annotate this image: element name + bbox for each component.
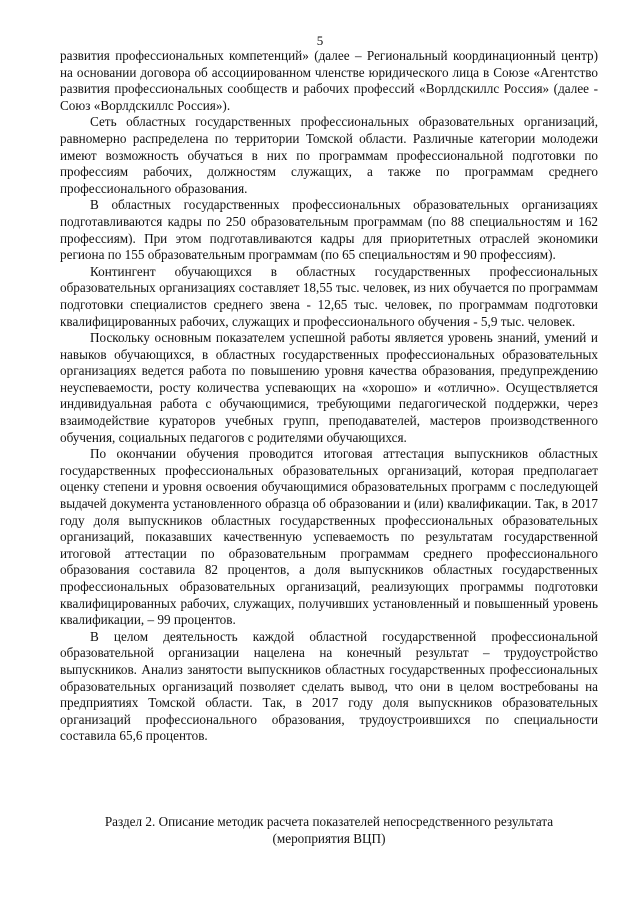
paragraph-contingent: Контингент обучающихся в областных государственных профессиональных образовательных организациях составляет 18,55 тыс. человек, из них обучается по программам подготовки специалистов среднего звена - 12,65 тыс. человек, по программам подготовки квалифицированных рабочих, служащих и профессионального обучения - 5,9 тыс. человек. xyxy=(60,263,598,329)
document-body xyxy=(60,48,598,745)
paragraph-attestation: По окончании обучения проводится итоговая аттестация выпускников областных государственных профессиональных образовательных организаций, которая предполагает оценку степени и уровня освоения обучающимися образовательных программ с последующей выдачей документа установленного образца об образовании и (или) квалификации. Так, в 2017 году доля выпускников областных государственных профессиональных образовательных организаций, показавших качественную успеваемость по результатам государственной итоговой аттестации по образовательным программам среднего профессионального образования составила 82 процентов, а доля выпускников областных государственных профессиональных образовательных организаций, реализующих программы подготовки квалифицированных рабочих, служащих, получивших установленный и повышенный уровень квалификации, – 99 процентов. xyxy=(60,446,598,628)
section-heading xyxy=(60,814,598,847)
section-title-line-1: Раздел 2. Описание методик расчета показателей непосредственного результата xyxy=(104,814,554,829)
section-title-line-2: (мероприятия ВЦП) xyxy=(272,830,386,846)
paragraph-quality: Поскольку основным показателем успешной работы является уровень знаний, умений и навыков обучающихся, в областных государственных профессиональных образовательных организациях ведется работа по повышению уровня качества образования, предупреждению неуспеваемости, росту количества успевающих на «хорошо» и «отлично». Осуществляется индивидуальная работа с обучающимися, требующими педагогической поддержки, через взаимодействие кураторов учебных групп, преподавателей, мастеров производственного обучения, социальных педагогов с родителями обучающихся. xyxy=(60,330,598,445)
page-number: 5 xyxy=(316,33,324,48)
paragraph-network: Сеть областных государственных профессиональных образовательных организаций, равномерно распределена по территории Томской области. Различные категории молодежи имеют возможность обучаться в них по программам профессиональной подготовки по профессиям рабочих, должностям служащих, а также по программам среднего профессионального образования. xyxy=(60,114,598,196)
paragraph-employment: В целом деятельность каждой областной государственной профессиональной образовательной организации нацелена на конечный результат – трудоустройство выпускников. Анализ занятости выпускников областных государственных профессиональных образовательных организаций позволяет сделать вывод, что они в целом востребованы на предприятиях Томской области. Так, в 2017 году доля выпускников образовательных организаций профессионального образования, трудоустроившихся по специальности составила 65,6 процентов. xyxy=(60,628,598,744)
paragraph-programs: В областных государственных профессиональных образовательных организациях подготавливаются кадры по 250 образовательным программам (по 88 специальностям и 162 профессиям). При этом подготавливаются кадры для приоритетных отраслей экономики региона по 155 образовательным программам (по 65 специальностям и 90 профессиям). xyxy=(60,197,598,263)
paragraph-continuation: развития профессиональных компетенций» (далее – Региональный координационный центр) на основании договора об ассоциированном членстве юридического лица в Союзе «Агентство развития профессиональных сообществ и рабочих профессий «Ворлдскиллс Россия» (далее - Союз «Ворлдскиллс Россия»). xyxy=(60,48,598,113)
